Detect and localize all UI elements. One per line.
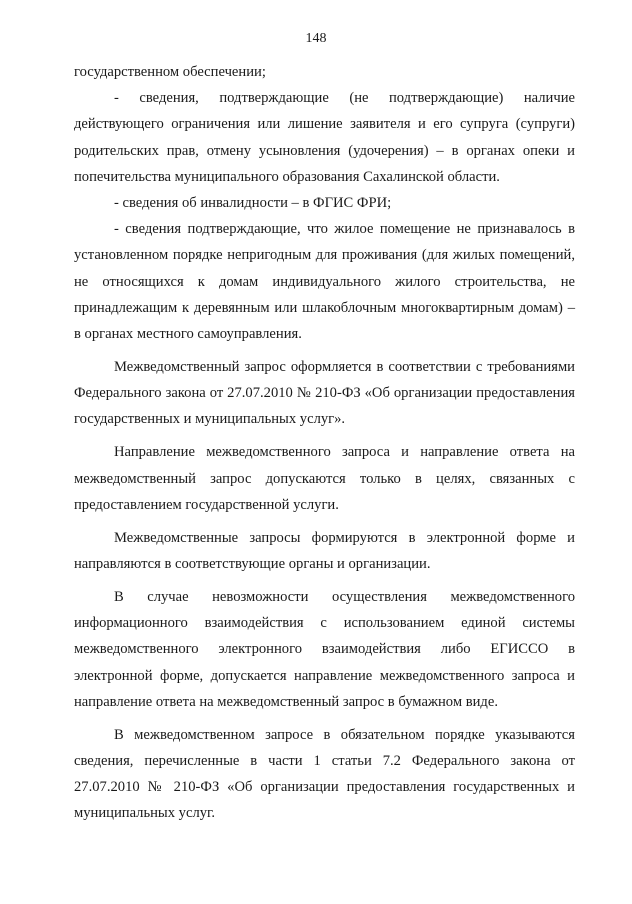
paragraph: Межведомственный запрос оформляется в соответствии с требованиями Федерального закона от 27.07.2010 № 210-ФЗ «Об организации предоставления государственных и муниципальных услуг». [74, 359, 575, 428]
paragraph: государственном обеспечении; [74, 64, 266, 80]
paragraph: Межведомственные запросы формируются в электронной форме и направляются в соответствующие органы и организации. [74, 529, 575, 573]
document-body [74, 59, 575, 827]
paragraph: - сведения подтверждающие, что жилое помещение не признавалось в установленном порядке непригодным для проживания (для жилых помещений, не относящихся к домам индивидуального жилого строительства, не принадлежащим к деревянным или шлакоблочным многоквартирным домам) – в органах местного самоуправления. [74, 221, 575, 343]
page-number: 148 [305, 31, 327, 46]
paragraph: - сведения, подтверждающие (не подтверждающие) наличие действующего ограничения или лишение заявителя и его супруга (супруги) родительских прав, отмену усыновления (удочерения) – в органах опеки и попечительства муниципального образования Сахалинской области. [74, 90, 575, 185]
paragraph: В межведомственном запросе в обязательном порядке указываются сведения, перечисленные в части 1 статьи 7.2 Федерального закона от 27.07.2010 № 210-ФЗ «Об организации предоставления государственных и муниципальных услуг. [74, 726, 575, 822]
paragraph: Направление межведомственного запроса и направление ответа на межведомственный запрос допускаются только в целях, связанных с предоставлением государственной услуги. [74, 444, 575, 513]
paragraph: В случае невозможности осуществления межведомственного информационного взаимодействия с использованием единой системы межведомственного электронного взаимодействия либо ЕГИССО в электронной форме, допускается направление межведомственного запроса и направление ответа на межведомственный запрос в бумажном виде. [74, 589, 575, 710]
paragraph: - сведения об инвалидности – в ФГИС ФРИ; [114, 195, 392, 212]
